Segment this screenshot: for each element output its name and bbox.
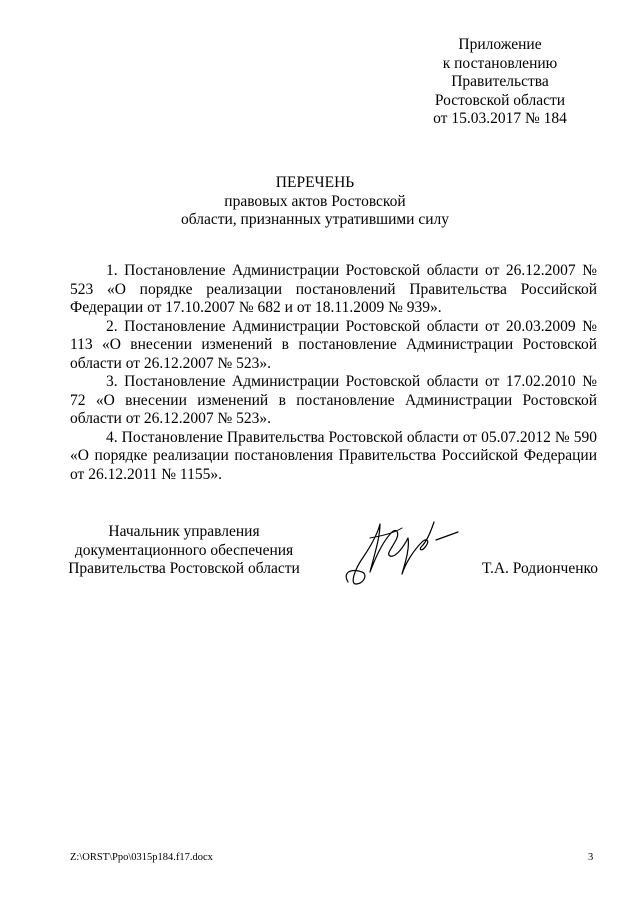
annex-line: Ростовской области xyxy=(434,91,566,109)
page-number: 3 xyxy=(588,852,594,863)
annex-line: Приложение xyxy=(458,36,542,53)
list-item: 1. Постановление Администрации Ростовской области от 26.12.2007 № 523 «О порядке реализации постановлений Правительства Российской Федерации от 17.10.2007 № 682 и от 18.11.2009 № 939». xyxy=(70,262,597,316)
footer-file-path: Z:\ORST\Ppo\0315p184.f17.docx xyxy=(70,852,213,863)
annex-line: Правительства xyxy=(451,73,549,90)
document-subtitle-line: области, признанных утратившими силу xyxy=(180,211,450,228)
document-subtitle-line: правовых актов Ростовской xyxy=(224,192,406,210)
list-item: 4. Постановление Правительства Ростовской области от 05.07.2012 № 590 «О порядке реализации постановления Правительства Российской Федерации от 26.12.2011 № 1155». xyxy=(70,428,597,483)
signatory-name: Т.А. Родионченко xyxy=(482,560,598,577)
signatory-position-line: Правительства Ростовской области xyxy=(68,560,300,577)
list-item: 3. Постановление Администрации Ростовской области от 17.02.2010 № 72 «О внесении изменений в постановление Администрации Ростовской области от 26.12.2007 № 523». xyxy=(70,373,597,427)
handwritten-signature xyxy=(340,510,470,590)
signatory-position-line: Начальник управления xyxy=(108,523,260,540)
acts-list xyxy=(70,262,597,484)
document-title: ПЕРЕЧЕНЬ xyxy=(275,174,355,191)
signatory-position xyxy=(64,523,304,579)
list-item: 2. Постановление Администрации Ростовской области от 20.03.2009 № 113 «О внесении изменений в постановление Администрации Ростовской области от 26.12.2007 № 523». xyxy=(70,317,597,372)
signatory-position-line: документационного обеспечения xyxy=(74,541,294,559)
annex-line: к постановлению xyxy=(442,54,558,72)
annex-block xyxy=(400,36,600,129)
document-heading xyxy=(90,174,540,230)
annex-line: от 15.03.2017 № 184 xyxy=(433,110,567,127)
